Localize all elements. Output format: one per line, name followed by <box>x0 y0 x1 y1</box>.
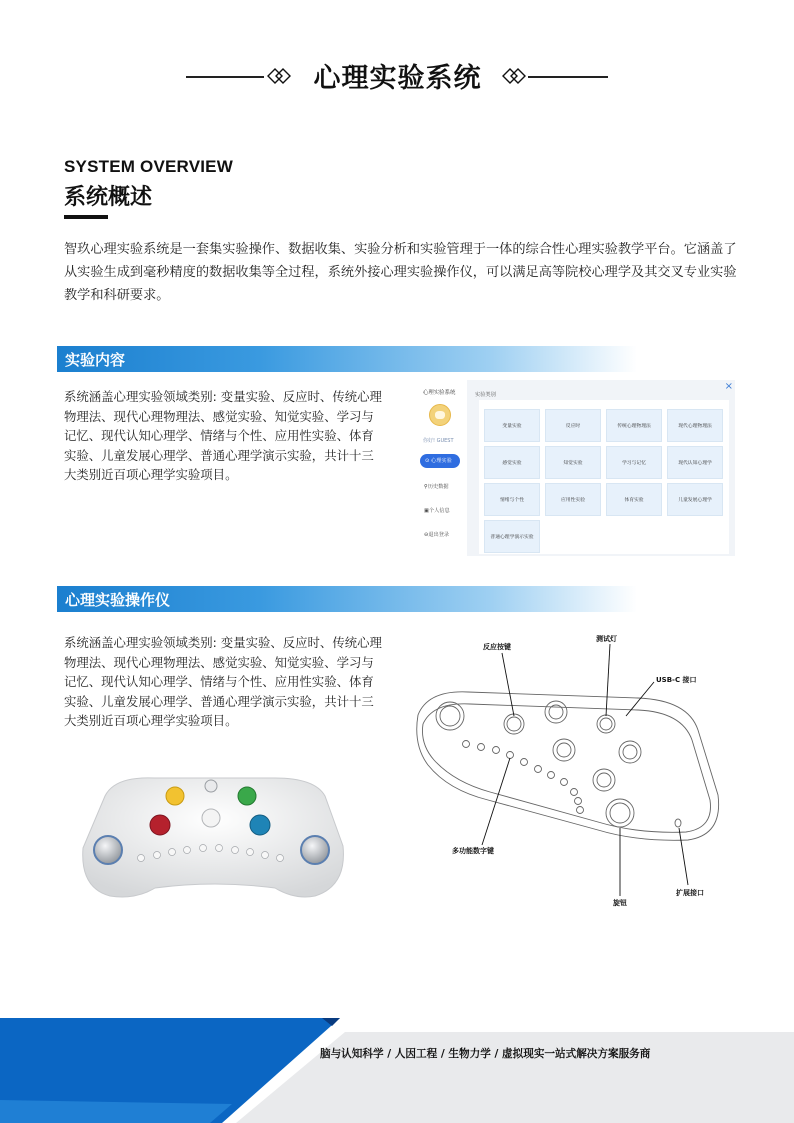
panel-title: 实验类别 <box>475 392 496 398</box>
device-photo <box>75 768 350 918</box>
overview-body: 智玖心理实验系统是一套集实验操作、数据收集、实验分析和实验管理于一体的综合性心理实验教学平台。它涵盖了从实验生成到毫秒精度的数据收集等全过程，系统外接心理实验操作仪，可以满足高等院校心理学及其交叉专业实验教学和科研要求。 <box>64 242 737 303</box>
document-icon: ▣ <box>424 508 429 514</box>
user-greeting: 你好! GUEST <box>423 438 454 444</box>
label-knob: 旋钮 <box>613 899 627 907</box>
app-sidebar <box>415 380 467 556</box>
label-expansion: 扩展接口 <box>676 889 704 897</box>
label-usb-c: USB-C 接口 <box>656 676 697 684</box>
page-title: 心理实验系统 <box>313 63 482 94</box>
overview-underline <box>64 215 108 219</box>
label-multi-key: 多功能数字键 <box>452 847 494 855</box>
category-cell[interactable]: 应用性实验 <box>545 483 601 516</box>
category-cell[interactable]: 现代认知心理学 <box>667 446 723 479</box>
category-panel <box>479 400 729 554</box>
avatar <box>429 404 451 426</box>
category-cell[interactable]: 反应时 <box>545 409 601 442</box>
footer-text: 脑与认知科学 / 人因工程 / 生物力学 / 虚拟现实一站式解决方案服务商 <box>320 1048 651 1060</box>
page-header <box>0 52 794 102</box>
section1-body: 系统涵盖心理实验领域类别: 变量实验、反应时、传统心理物理法、现代心理物理法、感觉实验、知觉实验、学习与记忆、现代认知心理学、情绪与个性、应用性实验、体育实验、儿童发展心理学、普通心理学演示实验，共计十三大类别近百项心理学实验项目。 <box>64 389 382 482</box>
search-icon: ⚲ <box>424 484 428 490</box>
nav-item-profile[interactable]: ▣个人信息 <box>424 508 450 514</box>
category-cell[interactable]: 儿童发展心理学 <box>667 483 723 516</box>
section-band-content <box>57 346 637 372</box>
category-cell[interactable]: 感觉实验 <box>484 446 540 479</box>
app-screenshot <box>415 380 735 556</box>
category-cell[interactable]: 知觉实验 <box>545 446 601 479</box>
app-main <box>467 380 735 556</box>
header-line-left <box>186 76 264 78</box>
nav-item-experiment[interactable]: ⊙ 心理实验 <box>420 454 460 468</box>
category-cell[interactable]: 传统心理物理法 <box>606 409 662 442</box>
section-title: 实验内容 <box>65 351 126 369</box>
app-title: 心理实验系统 <box>423 390 456 396</box>
category-cell[interactable]: 普通心理学演示实验 <box>484 520 540 553</box>
category-cell[interactable]: 情绪与个性 <box>484 483 540 516</box>
logout-icon: ⊖ <box>424 532 429 538</box>
label-test-light: 测试灯 <box>596 635 617 643</box>
footer-decoration <box>0 1018 794 1123</box>
diamond-ornament-icon <box>501 67 527 85</box>
close-icon[interactable]: × <box>724 381 733 392</box>
section-band-device <box>57 586 637 612</box>
category-cell[interactable]: 体育实验 <box>606 483 662 516</box>
category-cell[interactable]: 现代心理物理法 <box>667 409 723 442</box>
nav-item-logout[interactable]: ⊖退出登录 <box>424 532 450 538</box>
label-reaction-key: 反应按键 <box>483 643 511 651</box>
nav-item-history[interactable]: ⚲历史数据 <box>424 484 449 490</box>
overview-title-cn: 系统概述 <box>64 185 153 210</box>
section2-body: 系统涵盖心理实验领域类别: 变量实验、反应时、传统心理物理法、现代心理物理法、感觉实验、知觉实验、学习与记忆、现代认知心理学、情绪与个性、应用性实验、体育实验、儿童发展心理学、普通心理学演示实验，共计十三大类别近百项心理学实验项目。 <box>64 635 382 728</box>
section-title: 心理实验操作仪 <box>65 591 171 609</box>
diamond-ornament-icon <box>266 67 292 85</box>
overview-title-en: SYSTEM OVERVIEW <box>64 157 233 176</box>
category-cell[interactable]: 学习与记忆 <box>606 446 662 479</box>
device-diagram <box>398 620 750 920</box>
category-cell[interactable]: 变量实验 <box>484 409 540 442</box>
header-line-right <box>528 76 608 78</box>
